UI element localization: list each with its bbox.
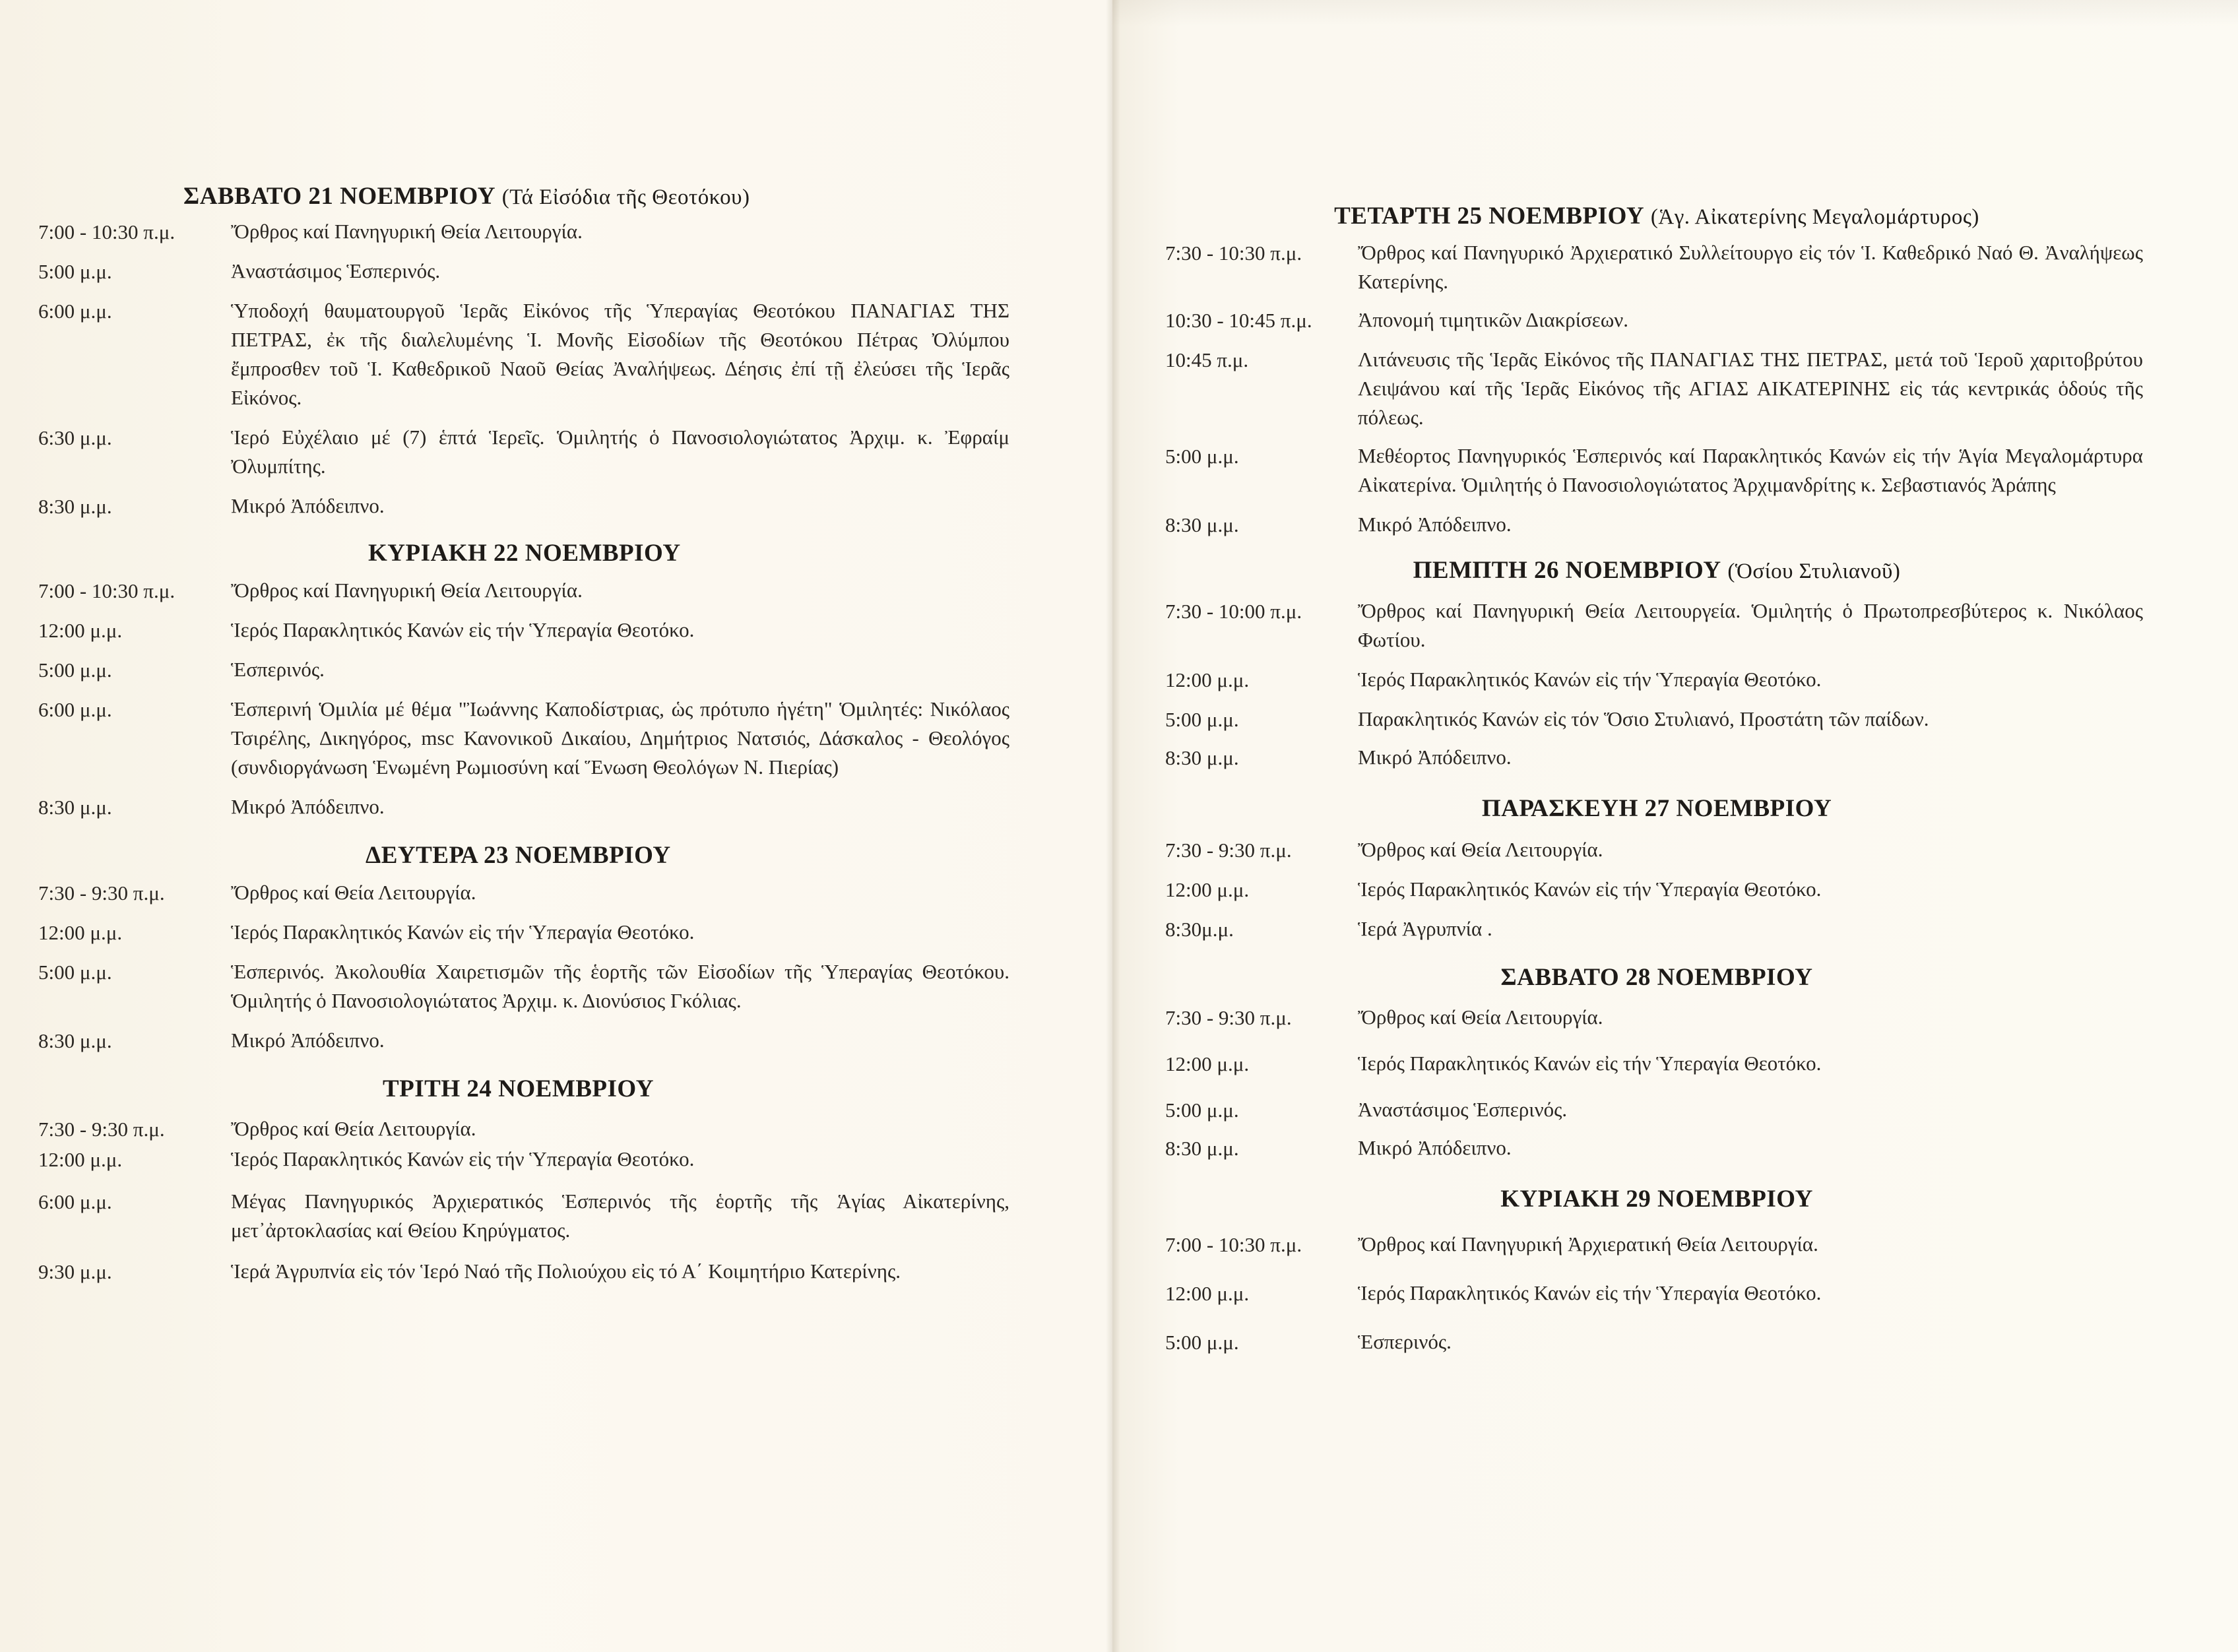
service-description: Ἱερά Ἀγρυπνία εἰς τόν Ἱερό Ναό τῆς Πολιούχου εἰς τό Α΄ Κοιμητήριο Κατερίνης. xyxy=(231,1259,901,1283)
day-heading xyxy=(1165,790,2148,827)
service-time: 5:00 μ.μ. xyxy=(1165,1331,1239,1354)
service-time: 10:30 - 10:45 π.μ. xyxy=(1165,309,1312,332)
service-time: 12:00 μ.μ. xyxy=(38,1148,123,1171)
day-heading xyxy=(38,837,1028,874)
day-heading xyxy=(1165,198,2148,236)
right-schedule-column xyxy=(1165,198,2148,1358)
service-time: 5:00 μ.μ. xyxy=(1165,1098,1239,1122)
schedule-row xyxy=(38,257,1028,287)
day-title: ΤΕΤΑΡΤΗ 25 ΝΟΕΜΒΡΙΟΥ xyxy=(1334,203,1645,230)
schedule-row xyxy=(38,1026,1028,1056)
service-description: Ἱερά Ἀγρυπνία . xyxy=(1358,917,1492,940)
service-description: Μικρό Ἀπόδειπνο. xyxy=(1358,513,1512,536)
service-time: 5:00 μ.μ. xyxy=(38,658,112,682)
service-time: 12:00 μ.μ. xyxy=(38,921,123,944)
day-heading xyxy=(38,178,1028,216)
service-description: Ἑσπερινός. xyxy=(231,658,325,681)
schedule-row xyxy=(1165,441,2148,499)
schedule-row xyxy=(1165,1327,2148,1358)
schedule-row xyxy=(1165,835,2148,866)
service-description: Παρακλητικός Κανών εἰς τόν Ὅσιο Στυλιανό, Προστάτη τῶν παίδων. xyxy=(1358,707,1929,730)
schedule-row xyxy=(38,492,1028,522)
service-time: 12:00 μ.μ. xyxy=(38,619,123,642)
schedule-row xyxy=(38,217,1028,247)
feast-name: (Τά Εἰσόδια τῆς Θεοτόκου) xyxy=(501,185,750,209)
schedule-row xyxy=(38,576,1028,606)
day-title: ΤΡΙΤΗ 24 ΝΟΕΜΒΡΙΟΥ xyxy=(383,1075,654,1102)
schedule-row xyxy=(1165,510,2148,540)
schedule-row xyxy=(1165,914,2148,945)
schedule-row xyxy=(38,878,1028,908)
feast-name: (Ὁσίου Στυλιανοῦ) xyxy=(1727,559,1901,583)
service-description: Ὄρθρος καί Πανηγυρικό Ἀρχιερατικό Συλλείτουργο εἰς τόν Ἱ. Καθεδρικό Ναό Θ. Ἀναλήψεως Κατερίνης. xyxy=(1358,241,2143,293)
service-time: 12:00 μ.μ. xyxy=(1165,1282,1250,1305)
service-time: 12:00 μ.μ. xyxy=(1165,1052,1250,1075)
service-time: 7:00 - 10:30 π.μ. xyxy=(38,220,176,243)
service-description: Ὄρθρος καί Θεία Λειτουργία. xyxy=(1358,838,1603,861)
schedule-row xyxy=(38,918,1028,948)
schedule-row xyxy=(1165,1095,2148,1126)
schedule-row xyxy=(38,1187,1028,1245)
service-description: Ἱερός Παρακλητικός Κανών εἰς τήν Ὑπεραγία Θεοτόκο. xyxy=(1358,1281,1822,1304)
schedule-row xyxy=(38,1257,1028,1287)
service-description: Ὄρθρος καί Πανηγυρική Ἀρχιερατική Θεία Λειτουργία. xyxy=(1358,1232,1818,1255)
service-description: Ἀναστάσιμος Ἑσπερινός. xyxy=(231,259,441,282)
service-time: 6:30 μ.μ. xyxy=(38,426,112,449)
day-heading xyxy=(1165,1181,2148,1218)
schedule-row xyxy=(38,792,1028,823)
page-fold xyxy=(1106,0,1120,1652)
service-description: Ὑποδοχή θαυματουργοῦ Ἱερᾶς Εἰκόνος τῆς Ὑπεραγίας Θεοτόκου ΠΑΝΑΓΙΑΣ ΤΗΣ ΠΕΤΡΑΣ, ἐκ τῆς διαλελυμένης Ἱ. Μονῆς Εἰσοδίων τῆς Θεοτόκου Πέτρας Ὀλύμπου ἔμπροσθεν τοῦ Ἱ. Καθεδρικοῦ Ναοῦ Θείας Ἀναλήψεως. Δέησις ἐπί τῇ ἐλεύσει τῆς Ἱερᾶς Εἰκόνος. xyxy=(231,299,1009,409)
schedule-row xyxy=(1165,1279,2148,1309)
service-time: 7:30 - 9:30 π.μ. xyxy=(38,881,165,905)
service-time: 8:30 μ.μ. xyxy=(1165,513,1239,536)
service-time: 7:00 - 10:30 π.μ. xyxy=(1165,1233,1302,1256)
service-time: 10:45 π.μ. xyxy=(1165,348,1249,371)
service-time: 5:00 μ.μ. xyxy=(1165,708,1239,731)
service-time: 8:30 μ.μ. xyxy=(38,796,112,819)
day-section xyxy=(1165,552,2148,773)
schedule-row xyxy=(38,296,1028,412)
service-time: 6:00 μ.μ. xyxy=(38,698,112,721)
service-description: Μικρό Ἀπόδειπνο. xyxy=(1358,1136,1512,1159)
day-heading xyxy=(38,1071,1028,1108)
service-description: Μικρό Ἀπόδειπνο. xyxy=(231,795,385,818)
day-heading xyxy=(1165,552,2148,590)
schedule-row xyxy=(38,423,1028,481)
service-description: Ὄρθρος καί Πανηγυρική Θεία Λειτουργία. xyxy=(231,220,583,243)
service-time: 12:00 μ.μ. xyxy=(1165,668,1250,691)
service-time: 8:30μ.μ. xyxy=(1165,918,1234,941)
day-title: ΠΑΡΑΣΚΕΥΗ 27 ΝΟΕΜΒΡΙΟΥ xyxy=(1481,795,1832,822)
schedule-row xyxy=(1165,875,2148,905)
day-section xyxy=(38,535,1028,823)
day-title: ΚΥΡΙΑΚΗ 22 ΝΟΕΜΒΡΙΟΥ xyxy=(368,540,681,567)
service-description: Ἀναστάσιμος Ἑσπερινός. xyxy=(1358,1098,1568,1121)
schedule-row xyxy=(38,616,1028,646)
schedule-row xyxy=(38,695,1028,782)
service-description: Ὄρθρος καί Πανηγυρική Θεία Λειτουργεία. Ὁμιλητής ὁ Πρωτοπρεσβύτερος κ. Νικόλαος Φωτίου. xyxy=(1358,599,2143,651)
service-description: Μικρό Ἀπόδειπνο. xyxy=(1358,746,1512,769)
service-time: 8:30 μ.μ. xyxy=(1165,1137,1239,1160)
schedule-row xyxy=(1165,705,2148,735)
schedule-row xyxy=(1165,1133,2148,1164)
service-description: Ἑσπερινός. Ἀκολουθία Χαιρετισμῶν τῆς ἑορτῆς τῶν Εἰσοδίων τῆς Ὑπεραγίας Θεοτόκου. Ὁμιλητής ὁ Πανοσιολογιώτατος Ἀρχιμ. κ. Διονύσιος Γκόλιας. xyxy=(231,960,1009,1012)
day-section xyxy=(1165,198,2148,540)
service-time: 7:30 - 10:30 π.μ. xyxy=(1165,241,1302,265)
service-time: 6:00 μ.μ. xyxy=(38,1190,112,1213)
service-description: Ὄρθρος καί Θεία Λειτουργία. xyxy=(231,881,476,904)
service-description: Ἑσπερινός. xyxy=(1358,1330,1452,1353)
service-description: Μικρό Ἀπόδειπνο. xyxy=(231,494,385,517)
schedule-row xyxy=(1165,1230,2148,1260)
day-title: ΔΕΥΤΕΡΑ 23 ΝΟΕΜΒΡΙΟΥ xyxy=(366,842,671,869)
schedule-row xyxy=(38,957,1028,1015)
day-section xyxy=(38,1071,1028,1287)
day-heading xyxy=(38,535,1028,572)
service-description: Ἑσπερινή Ὁμιλία μέ θέμα "Ἰωάννης Καποδίστριας, ὡς πρότυπο ἡγέτη" Ὁμιλητές: Νικόλαος Τσιρέλης, Δικηγόρος, msc Κανονικοῦ Δικαίου, Δημήτριος Νατσιός, Δάσκαλος - Θεολόγος (συνδιοργάνωση Ἑνωμένη Ρωμιοσύνη καί Ἕνωση Θεολόγων Ν. Πιερίας) xyxy=(231,697,1009,778)
schedule-row xyxy=(1165,596,2148,654)
service-time: 8:30 μ.μ. xyxy=(38,495,112,518)
service-description: Ἱερός Παρακλητικός Κανών εἰς τήν Ὑπεραγία Θεοτόκο. xyxy=(231,920,695,943)
service-description: Μεθέορτος Πανηγυρικός Ἑσπερινός καί Παρακλητικός Κανών εἰς τήν Ἁγία Μεγαλομάρτυρα Αἰκατερίνα. Ὁμιλητής ὁ Πανοσιολογιώτατος Ἀρχιμανδρίτης κ. Σεβαστιανός Ἀράπης xyxy=(1358,444,2143,496)
service-description: Ἀπονομή τιμητικῶν Διακρίσεων. xyxy=(1358,308,1628,331)
service-time: 9:30 μ.μ. xyxy=(38,1260,112,1283)
service-time: 5:00 μ.μ. xyxy=(38,961,112,984)
feast-name: (Ἁγ. Αἰκατερίνης Μεγαλομάρτυρος) xyxy=(1650,205,1979,229)
service-description: Λιτάνευσις τῆς Ἱερᾶς Εἰκόνος τῆς ΠΑΝΑΓΙΑΣ ΤΗΣ ΠΕΤΡΑΣ, μετά τοῦ Ἱεροῦ χαριτοβρύτου Λειψάνου καί τῆς Ἱερᾶς Εἰκόνος τῆς ΑΓΙΑΣ ΑΙΚΑΤΕΡΙΝΗΣ εἰς τάς κεντρικάς ὁδούς τῆς πόλεως. xyxy=(1358,348,2143,429)
service-time: 6:00 μ.μ. xyxy=(38,300,112,323)
service-time: 7:00 - 10:30 π.μ. xyxy=(38,579,176,602)
page-shadow xyxy=(1112,0,2238,26)
service-description: Ὄρθρος καί Πανηγυρική Θεία Λειτουργία. xyxy=(231,579,583,602)
service-description: Μικρό Ἀπόδειπνο. xyxy=(231,1029,385,1052)
day-title: ΣΑΒΒΑΤΟ 28 ΝΟΕΜΒΡΙΟΥ xyxy=(1500,964,1813,991)
service-time: 7:30 - 10:00 π.μ. xyxy=(1165,600,1302,623)
day-heading xyxy=(1165,959,2148,996)
day-section xyxy=(1165,1181,2148,1358)
schedule-row xyxy=(1165,1049,2148,1079)
service-description: Ἱερός Παρακλητικός Κανών εἰς τήν Ὑπεραγία Θεοτόκο. xyxy=(231,1147,695,1170)
schedule-row xyxy=(38,1114,1028,1145)
service-description: Ἱερός Παρακλητικός Κανών εἰς τήν Ὑπεραγία Θεοτόκο. xyxy=(1358,877,1822,901)
service-description: Ἱερός Παρακλητικός Κανών εἰς τήν Ὑπεραγία Θεοτόκο. xyxy=(1358,1052,1822,1075)
day-title: ΚΥΡΙΑΚΗ 29 ΝΟΕΜΒΡΙΟΥ xyxy=(1500,1186,1813,1213)
service-time: 7:30 - 9:30 π.μ. xyxy=(38,1118,165,1141)
service-time: 12:00 μ.μ. xyxy=(1165,878,1250,901)
service-time: 5:00 μ.μ. xyxy=(38,260,112,283)
service-description: Ὄρθρος καί Θεία Λειτουργία. xyxy=(1358,1005,1603,1029)
schedule-row xyxy=(1165,238,2148,296)
service-time: 7:30 - 9:30 π.μ. xyxy=(1165,1006,1292,1029)
schedule-row xyxy=(1165,743,2148,773)
service-description: Ὄρθρος καί Θεία Λειτουργία. xyxy=(231,1117,476,1140)
schedule-row xyxy=(1165,665,2148,695)
service-description: Ἱερός Παρακλητικός Κανών εἰς τήν Ὑπεραγία Θεοτόκο. xyxy=(1358,668,1822,691)
day-title: ΣΑΒΒΑΤΟ 21 ΝΟΕΜΒΡΙΟΥ xyxy=(183,183,496,210)
service-description: Μέγας Πανηγυρικός Ἀρχιερατικός Ἑσπερινός τῆς ἑορτῆς τῆς Ἁγίας Αἰκατερίνης, μετ᾽ἀρτοκλασίας καί Θείου Κηρύγματος. xyxy=(231,1190,1009,1242)
service-time: 5:00 μ.μ. xyxy=(1165,445,1239,468)
left-schedule-column xyxy=(38,178,1028,1287)
service-time: 8:30 μ.μ. xyxy=(1165,746,1239,769)
day-title: ΠΕΜΠΤΗ 26 ΝΟΕΜΒΡΙΟΥ xyxy=(1413,557,1721,584)
schedule-row xyxy=(1165,305,2148,336)
service-description: Ἱερό Εὐχέλαιο μέ (7) ἑπτά Ἱερεῖς. Ὁμιλητής ὁ Πανοσιολογιώτατος Ἀρχιμ. κ. Ἐφραίμ Ὀλυμπίτης. xyxy=(231,426,1009,478)
schedule-row xyxy=(1165,345,2148,432)
schedule-row xyxy=(38,1145,1028,1175)
day-section xyxy=(1165,790,2148,945)
schedule-row xyxy=(1165,1003,2148,1033)
schedule-row xyxy=(38,655,1028,685)
service-description: Ἱερός Παρακλητικός Κανών εἰς τήν Ὑπεραγία Θεοτόκο. xyxy=(231,618,695,641)
day-section xyxy=(38,837,1028,1056)
day-section xyxy=(38,178,1028,522)
service-time: 8:30 μ.μ. xyxy=(38,1029,112,1052)
day-section xyxy=(1165,959,2148,1164)
service-time: 7:30 - 9:30 π.μ. xyxy=(1165,839,1292,862)
